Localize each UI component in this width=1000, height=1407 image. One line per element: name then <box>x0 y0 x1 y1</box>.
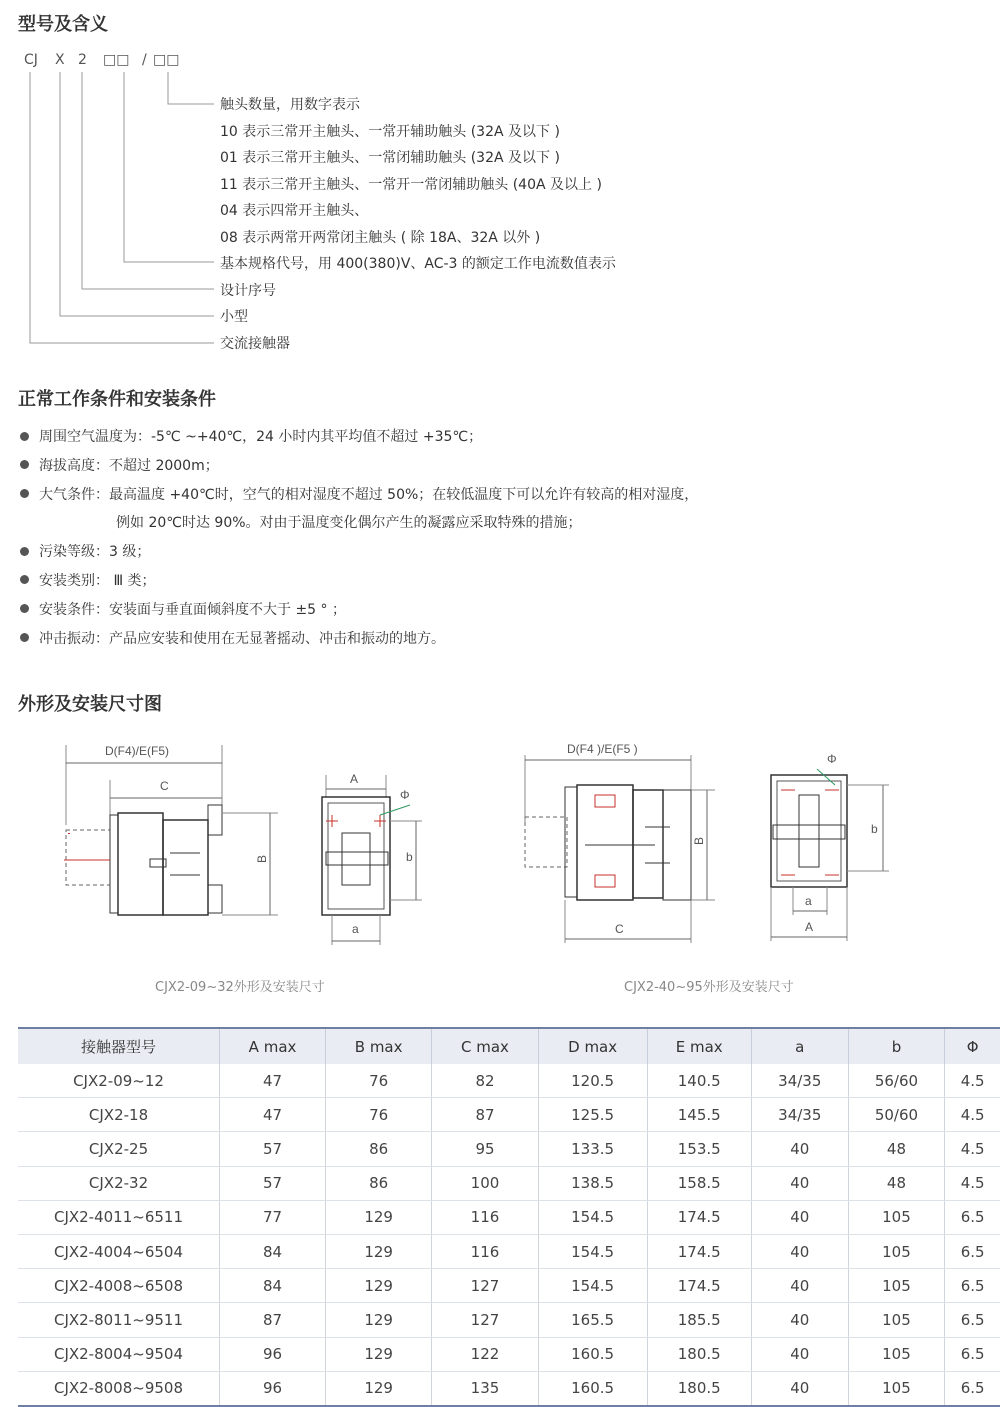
dim-label-b-upper-right: B <box>692 836 706 845</box>
table-cell: 40 <box>751 1371 848 1406</box>
table-cell: 40 <box>751 1337 848 1371</box>
table-cell: 96 <box>220 1337 326 1371</box>
table-cell: 4.5 <box>945 1064 1000 1098</box>
dim-label-b-lower-right: b <box>871 822 878 836</box>
table-cell: 4.5 <box>945 1098 1000 1132</box>
condition-item: 安装类别： Ⅲ 类； <box>20 567 698 596</box>
model-meaning-item: 11 表示三常开主触头、一常开一常闭辅助触头 (40A 及以上 ) <box>220 176 602 193</box>
table-cell: 86 <box>326 1166 432 1200</box>
table-cell: 40 <box>751 1166 848 1200</box>
table-cell: 96 <box>220 1371 326 1406</box>
table-cell: 50/60 <box>848 1098 945 1132</box>
table-cell: 154.5 <box>538 1234 647 1268</box>
model-meaning-item: 设计序号 <box>220 282 276 299</box>
condition-item: 冲击振动：产品应安装和使用在无显著摇动、冲击和振动的地方。 <box>20 625 698 654</box>
table-cell: 48 <box>848 1166 945 1200</box>
table-cell: CJX2-4008~6508 <box>18 1269 220 1303</box>
table-cell: 120.5 <box>538 1064 647 1098</box>
table-cell: 127 <box>432 1269 539 1303</box>
table-cell: 105 <box>848 1234 945 1268</box>
condition-item: 安装条件：安装面与垂直面倾斜度不大于 ±5 ° ； <box>20 596 698 625</box>
model-code-spec: □□ <box>103 52 130 68</box>
table-row <box>18 1371 1000 1406</box>
table-cell: 154.5 <box>538 1200 647 1234</box>
table-cell: 158.5 <box>647 1166 751 1200</box>
dim-label-a-lower: a <box>352 922 359 936</box>
table-cell: 127 <box>432 1303 539 1337</box>
table-cell: CJX2-8004~9504 <box>18 1337 220 1371</box>
left-dimension-drawing <box>50 735 450 950</box>
dim-label-a-upper: A <box>350 772 359 786</box>
section-title-model: 型号及含义 <box>18 14 108 35</box>
table-row <box>18 1234 1000 1268</box>
model-meaning-item: 01 表示三常开主触头、一常闭辅助触头 (32A 及以下 ) <box>220 150 560 166</box>
table-cell: 56/60 <box>848 1064 945 1098</box>
table-cell: 40 <box>751 1303 848 1337</box>
bullet-icon <box>20 432 29 441</box>
table-cell: 174.5 <box>647 1200 751 1234</box>
table-cell: 135 <box>432 1371 539 1406</box>
condition-item-continuation: 例如 20℃时达 90%。对由于温度变化偶尔产生的凝露应采取特殊的措施； <box>116 515 582 532</box>
col-header-phi: Φ <box>945 1028 1000 1064</box>
bullet-icon <box>20 489 29 498</box>
model-meaning-item: 基本规格代号，用 400(380)V、AC-3 的额定工作电流数值表示 <box>220 256 616 272</box>
model-meaning-item: 10 表示三常开主触头、一常开辅助触头 (32A 及以下 ) <box>220 123 560 140</box>
condition-item: 大气条件：最高温度 +40℃时，空气的相对湿度不超过 50%；在较低温度下可以允许有较高的相对湿度， <box>20 481 698 510</box>
model-code-2: 2 <box>78 52 87 68</box>
table-cell: 105 <box>848 1371 945 1406</box>
table-cell: 47 <box>220 1098 326 1132</box>
table-row <box>18 1200 1000 1234</box>
table-cell: 125.5 <box>538 1098 647 1132</box>
table-cell: 6.5 <box>945 1200 1000 1234</box>
table-cell: 180.5 <box>647 1337 751 1371</box>
table-cell: 34/35 <box>751 1064 848 1098</box>
bullet-icon <box>20 575 29 584</box>
table-cell: CJX2-32 <box>18 1166 220 1200</box>
table-body <box>18 1064 1000 1406</box>
table-cell: 100 <box>432 1166 539 1200</box>
table-row <box>18 1098 1000 1132</box>
table-cell: 105 <box>848 1303 945 1337</box>
dim-label-a-upper-right: A <box>805 920 814 934</box>
table-cell: 6.5 <box>945 1371 1000 1406</box>
model-code-x: X <box>55 52 65 68</box>
bullet-icon <box>20 633 29 642</box>
left-drawing-caption: CJX2-09~32外形及安装尺寸 <box>155 980 325 995</box>
condition-item: 周围空气温度为：-5℃ ~+40℃，24 小时内其平均值不超过 +35℃； <box>20 423 698 452</box>
table-row <box>18 1064 1000 1098</box>
table-cell: 145.5 <box>647 1098 751 1132</box>
table-cell: CJX2-18 <box>18 1098 220 1132</box>
model-code-slash: / <box>142 52 147 68</box>
table-cell: CJX2-09~12 <box>18 1064 220 1098</box>
table-cell: CJX2-8011~9511 <box>18 1303 220 1337</box>
table-row <box>18 1337 1000 1371</box>
table-cell: 174.5 <box>647 1269 751 1303</box>
model-meaning-item: 小型 <box>220 309 248 325</box>
table-cell: 4.5 <box>945 1166 1000 1200</box>
table-cell: 87 <box>220 1303 326 1337</box>
table-cell: 105 <box>848 1269 945 1303</box>
right-dimension-drawing <box>505 735 925 950</box>
conditions-list <box>20 423 698 653</box>
table-cell: 122 <box>432 1337 539 1371</box>
table-cell: 6.5 <box>945 1337 1000 1371</box>
table-cell: 95 <box>432 1132 539 1166</box>
table-row <box>18 1269 1000 1303</box>
table-cell: 116 <box>432 1200 539 1234</box>
col-header-c-max: C max <box>432 1028 539 1064</box>
table-row <box>18 1132 1000 1166</box>
table-cell: 57 <box>220 1132 326 1166</box>
table-cell: 40 <box>751 1234 848 1268</box>
dim-label-phi-right: Φ <box>827 752 837 766</box>
table-cell: CJX2-8008~9508 <box>18 1371 220 1406</box>
dimensions-table <box>18 1027 1000 1407</box>
dim-label-de-right: D(F4 )/E(F5 ) <box>567 742 638 756</box>
table-cell: 165.5 <box>538 1303 647 1337</box>
table-cell: 180.5 <box>647 1371 751 1406</box>
table-cell: CJX2-25 <box>18 1132 220 1166</box>
table-cell: 84 <box>220 1269 326 1303</box>
col-header-a-max: A max <box>220 1028 326 1064</box>
table-cell: 133.5 <box>538 1132 647 1166</box>
table-cell: 4.5 <box>945 1132 1000 1166</box>
table-cell: 153.5 <box>647 1132 751 1166</box>
table-cell: 84 <box>220 1234 326 1268</box>
col-header-d-max: D max <box>538 1028 647 1064</box>
model-code-contacts: □□ <box>153 52 180 68</box>
col-header-b: b <box>848 1028 945 1064</box>
model-meaning-item: 触头数量，用数字表示 <box>220 97 360 113</box>
table-cell: 129 <box>326 1269 432 1303</box>
col-header-a: a <box>751 1028 848 1064</box>
table-cell: 86 <box>326 1132 432 1166</box>
table-cell: 40 <box>751 1132 848 1166</box>
section-title-conditions: 正常工作条件和安装条件 <box>18 389 216 410</box>
dim-label-phi: Φ <box>400 788 410 802</box>
table-cell: 57 <box>220 1166 326 1200</box>
table-cell: 129 <box>326 1303 432 1337</box>
table-cell: 138.5 <box>538 1166 647 1200</box>
table-cell: 160.5 <box>538 1371 647 1406</box>
table-cell: 40 <box>751 1269 848 1303</box>
table-cell: 82 <box>432 1064 539 1098</box>
model-code-cj: CJ <box>24 52 38 68</box>
dim-label-a-lower-right: a <box>805 894 812 908</box>
table-cell: 87 <box>432 1098 539 1132</box>
model-meanings-list <box>220 92 616 357</box>
table-cell: 160.5 <box>538 1337 647 1371</box>
table-row <box>18 1303 1000 1337</box>
table-cell: 77 <box>220 1200 326 1234</box>
table-cell: 129 <box>326 1234 432 1268</box>
col-header-e-max: E max <box>647 1028 751 1064</box>
table-cell: 129 <box>326 1337 432 1371</box>
table-cell: 6.5 <box>945 1269 1000 1303</box>
table-cell: 129 <box>326 1200 432 1234</box>
table-cell: 34/35 <box>751 1098 848 1132</box>
section-title-dimensions: 外形及安装尺寸图 <box>18 694 162 715</box>
model-meaning-item: 08 表示两常开两常闭主触头 ( 除 18A、32A 以外 ) <box>220 229 541 246</box>
bullet-icon <box>20 460 29 469</box>
dim-label-de: D(F4)/E(F5) <box>105 744 169 758</box>
model-meaning-item: 04 表示四常开主触头、 <box>220 203 369 219</box>
dim-label-c-right: C <box>615 922 624 936</box>
condition-item: 污染等级：3 级； <box>20 538 698 567</box>
table-cell: 105 <box>848 1200 945 1234</box>
table-cell: 48 <box>848 1132 945 1166</box>
table-cell: 6.5 <box>945 1303 1000 1337</box>
table-cell: 76 <box>326 1098 432 1132</box>
table-cell: CJX2-4004~6504 <box>18 1234 220 1268</box>
table-cell: 116 <box>432 1234 539 1268</box>
bullet-icon <box>20 604 29 613</box>
table-cell: 185.5 <box>647 1303 751 1337</box>
col-header-model: 接触器型号 <box>18 1028 220 1064</box>
table-header-row <box>18 1028 1000 1064</box>
condition-item: 海拔高度：不超过 2000m； <box>20 452 698 481</box>
table-cell: 6.5 <box>945 1234 1000 1268</box>
table-cell: 129 <box>326 1371 432 1406</box>
table-row <box>18 1166 1000 1200</box>
table-cell: 47 <box>220 1064 326 1098</box>
dim-label-b-lower: b <box>406 850 413 864</box>
table-cell: 174.5 <box>647 1234 751 1268</box>
model-meaning-item: 交流接触器 <box>220 335 290 352</box>
table-cell: 76 <box>326 1064 432 1098</box>
table-cell: 140.5 <box>647 1064 751 1098</box>
table-cell: 40 <box>751 1200 848 1234</box>
table-cell: 105 <box>848 1337 945 1371</box>
table-cell: CJX2-4011~6511 <box>18 1200 220 1234</box>
table-cell: 154.5 <box>538 1269 647 1303</box>
dim-label-b-upper: B <box>255 854 269 863</box>
right-drawing-caption: CJX2-40~95外形及安装尺寸 <box>624 980 794 995</box>
col-header-b-max: B max <box>326 1028 432 1064</box>
bullet-icon <box>20 547 29 556</box>
dim-label-c: C <box>160 779 169 793</box>
